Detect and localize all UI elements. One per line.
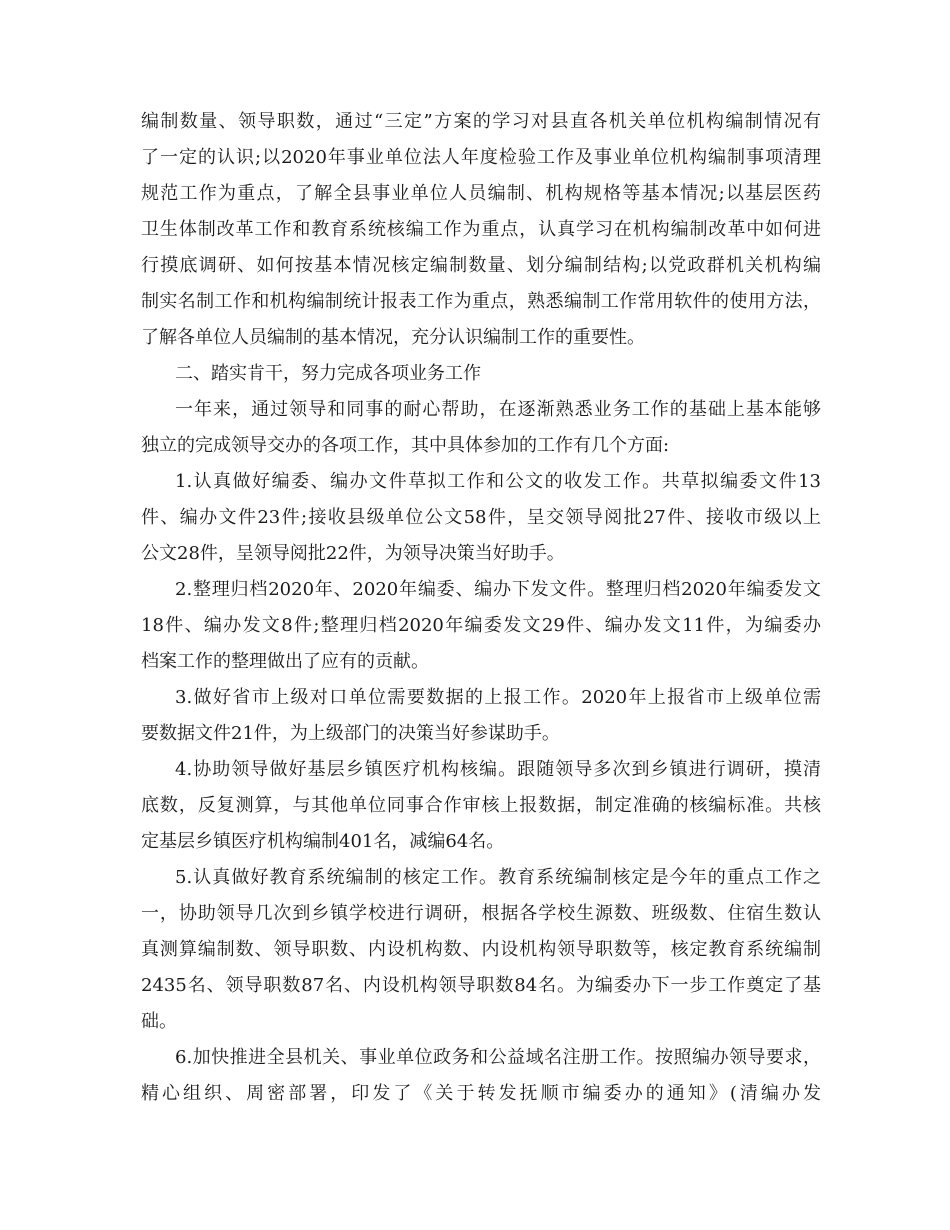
list-item-line: 公文28件，呈领导阅批22件，为领导决策当好助手。	[141, 543, 565, 564]
paragraph-line: 独立的完成领导交办的各项工作，其中具体参加的工作有几个方面:	[141, 435, 670, 456]
paragraph-line: 了一定的认识;以2020年事业单位法人年度检验工作及事业单位机构编制事项清理	[141, 147, 821, 168]
paragraph-line: 一年来，通过领导和同事的耐心帮助，在逐渐熟悉业务工作的基础上基本能够	[175, 399, 821, 420]
paragraph-line: 卫生体制改革工作和教育系统核编工作为重点，认真学习在机构编制改革中如何进	[141, 219, 821, 240]
list-item-line: 一，协助领导几次到乡镇学校进行调研，根据各学校生源数、班级数、住宿生数认	[141, 903, 821, 924]
list-item-line: 4.协助领导做好基层乡镇医疗机构核编。跟随领导多次到乡镇进行调研，摸清	[175, 759, 821, 780]
list-item-line: 件、编办文件23件;接收县级单位公文58件，呈交领导阅批27件、接收市级以上	[141, 507, 821, 528]
section-heading: 二、踏实肯干，努力完成各项业务工作	[175, 363, 481, 384]
list-item-line: 6.加快推进全县机关、事业单位政务和公益域名注册工作。按照编办领导要求，	[175, 1047, 821, 1068]
paragraph-line: 行摸底调研、如何按基本情况核定编制数量、划分编制结构;以党政群机关机构编	[141, 255, 821, 276]
list-item-line: 要数据文件21件，为上级部门的决策当好参谋助手。	[141, 723, 560, 744]
list-item-line: 18件、编办发文8件;整理归档2020年编委发文29件、编办发文11件，为编委办	[141, 615, 821, 636]
list-item-line: 定基层乡镇医疗机构编制401名，减编64名。	[141, 831, 505, 852]
paragraph-line: 制实名制工作和机构编制统计报表工作为重点，熟悉编制工作常用软件的使用方法，	[141, 291, 821, 312]
list-item-line: 底数，反复测算，与其他单位同事合作审核上报数据，制定准确的核编标准。共核	[141, 795, 821, 816]
list-item-line: 真测算编制数、领导职数、内设机构数、内设机构领导职数等，核定教育系统编制	[141, 939, 821, 960]
paragraph-line: 了解各单位人员编制的基本情况，充分认识编制工作的重要性。	[141, 327, 645, 348]
paragraph-line: 编制数量、领导职数，通过“三定”方案的学习对县直各机关单位机构编制情况有	[141, 111, 821, 132]
list-item-line: 5.认真做好教育系统编制的核定工作。教育系统编制核定是今年的重点工作之	[175, 867, 821, 888]
list-item-line: 1.认真做好编委、编办文件草拟工作和公文的收发工作。共草拟编委文件13	[175, 471, 821, 492]
list-item-line: 2.整理归档2020年、2020年编委、编办下发文件。整理归档2020年编委发文	[175, 579, 821, 600]
list-item-line: 2435名、领导职数87名、内设机构领导职数84名。为编委办下一步工作奠定了基	[141, 975, 821, 996]
paragraph-line: 规范工作为重点，了解全县事业单位人员编制、机构规格等基本情况;以基层医药	[141, 183, 821, 204]
list-item-line: 础。	[141, 1011, 177, 1032]
list-item-line: 档案工作的整理做出了应有的贡献。	[141, 651, 429, 672]
list-item-line: 3.做好省市上级对口单位需要数据的上报工作。2020年上报省市上级单位需	[175, 687, 821, 708]
list-item-line: 精心组织、周密部署，印发了《关于转发抚顺市编委办的通知》(清编办发	[141, 1083, 821, 1104]
